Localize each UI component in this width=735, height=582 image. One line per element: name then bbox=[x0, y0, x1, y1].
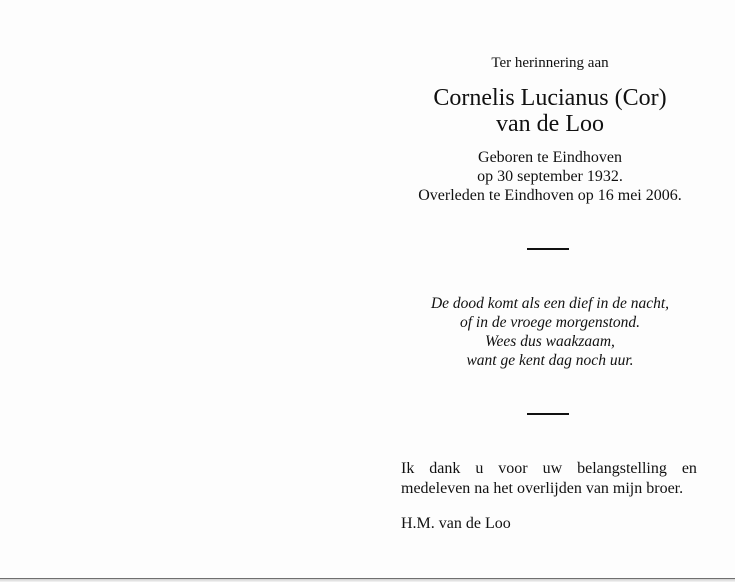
thank-you-line-2: medeleven na het overlijden van mijn broer. bbox=[401, 480, 684, 497]
thank-you-word: dank bbox=[429, 460, 461, 477]
thank-you-message bbox=[401, 459, 697, 499]
deceased-name-line-1: Cornelis Lucianus (Cor) bbox=[433, 85, 667, 111]
poem-line-1: De dood komt als een dief in de nacht, bbox=[430, 295, 670, 312]
thank-you-word: belangstelling bbox=[577, 460, 667, 477]
thank-you-word: uw bbox=[542, 460, 563, 477]
decorative-divider-bottom bbox=[527, 413, 569, 415]
poem-line-2: of in de vroege morgenstond. bbox=[459, 314, 641, 331]
birth-place: Geboren te Eindhoven bbox=[478, 149, 622, 166]
memorial-card-right-page bbox=[395, 0, 705, 582]
deceased-name-line-2: van de Loo bbox=[496, 111, 604, 137]
thank-you-word: voor bbox=[498, 460, 528, 477]
family-signature: H.M. van de Loo bbox=[401, 515, 511, 532]
death-details: Overleden te Eindhoven op 16 mei 2006. bbox=[418, 187, 682, 204]
thank-you-word: en bbox=[681, 460, 697, 477]
remembrance-intro: Ter herinnering aan bbox=[491, 55, 609, 71]
birth-date: op 30 september 1932. bbox=[477, 168, 623, 185]
poem-line-3: Wees dus waakzaam, bbox=[485, 333, 615, 350]
thank-you-word: u bbox=[475, 460, 484, 477]
decorative-divider-top bbox=[527, 248, 569, 250]
thank-you-line-1 bbox=[401, 459, 697, 479]
thank-you-word: Ik bbox=[401, 460, 415, 477]
poem-line-4: want ge kent dag noch uur. bbox=[466, 352, 634, 369]
